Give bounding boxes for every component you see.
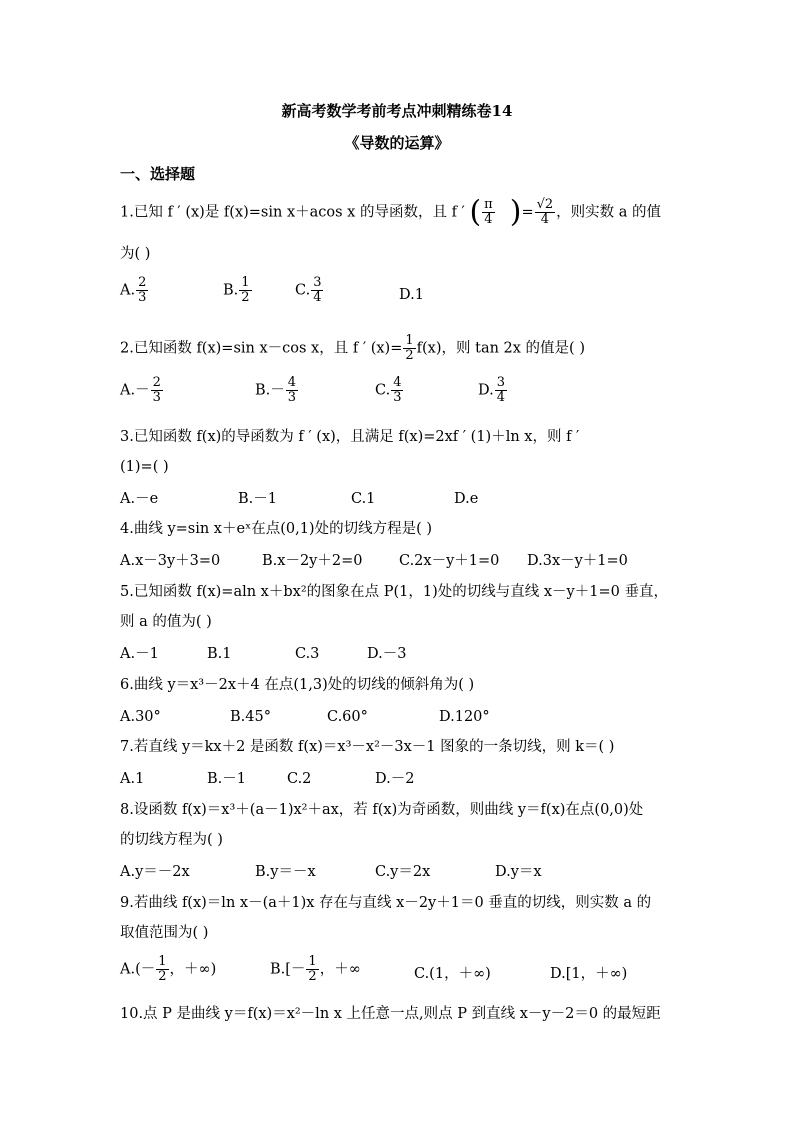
option-c: C.2 [287, 771, 312, 787]
question-2-text-end: f(x)，则 tan 2x 的值是( ) [416, 340, 585, 357]
option-c: C.2x－y＋1=0 [399, 553, 500, 569]
option-b: B.45° [230, 709, 271, 725]
option-a: A.－e [120, 491, 159, 507]
question-2-line-1 [120, 334, 585, 363]
option-a: A.y＝－2x [120, 864, 190, 880]
option-d: D.y＝x [495, 864, 542, 880]
question-5-line-1: 5.已知函数 f(x)=aln x＋bx²的图象在点 P(1，1)处的切线与直线 x－y＋1=0 垂直， [120, 584, 668, 600]
sqrt2-over-4-fraction: $\frac{√2}{4}$ [536, 197, 554, 227]
option-b: B.－ $\frac{4}{3}$ [255, 375, 297, 405]
option-d: D.－2 [375, 771, 415, 787]
question-4-line-1: 4.曲线 y=sin x＋eˣ在点(0,1)处的切线方程是( ) [120, 521, 433, 537]
option-d: D.1 [399, 287, 424, 303]
question-2-text: 2.已知函数 f(x)=sin x－cos x，且 f ′ (x)= [120, 340, 403, 357]
option-c: C.y＝2x [375, 864, 431, 880]
option-c: C.1 [351, 491, 376, 507]
option-d: D.e [454, 491, 479, 507]
question-7-line-1: 7.若直线 y＝kx＋2 是函数 f(x)＝x³－x²－3x－1 图象的一条切线，则 k＝( ) [120, 739, 615, 755]
option-d: D.3x－y＋1=0 [527, 553, 628, 569]
question-10-line-1: 10.点 P 是曲线 y＝f(x)＝x²－ln x 上任意一点,则点 P 到直线 x－y－2＝0 的最短距 [120, 1006, 661, 1022]
option-b: B.x－2y＋2=0 [262, 553, 363, 569]
option-c: C.60° [327, 709, 368, 725]
question-6-line-1: 6.曲线 y＝x³－2x＋4 在点(1,3)处的切线的倾斜角为( ) [120, 677, 475, 693]
option-c: C.3 [295, 646, 320, 662]
option-a: A.－ $\frac{2}{3}$ [120, 375, 161, 405]
section-heading: 一、选择题 [120, 165, 196, 183]
question-1-line-1 [120, 194, 662, 230]
question-3-line-1: 3.已知函数 f(x)的导函数为 f ′ (x)，且满足 f(x)=2xf ′ (1)＋ln x，则 f ′ [120, 429, 580, 445]
option-a: A.－1 [120, 646, 159, 662]
option-a: A.1 [120, 771, 145, 787]
option-d: D. $\frac{3}{4}$ [478, 375, 505, 405]
option-a: A.x－3y＋3=0 [120, 553, 221, 569]
option-a: A. $\frac{2}{3}$ [120, 275, 147, 305]
question-9-line-2: 取值范围为( ) [120, 925, 209, 941]
option-b: B.－1 [207, 771, 246, 787]
left-paren: ( [469, 194, 482, 230]
page-title: 新高考数学考前考点冲刺精练卷14 [281, 102, 513, 120]
option-b: B.[－ $\frac{1}{2}$ ，＋∞ [270, 954, 361, 984]
option-a: A.(－ $\frac{1}{2}$ ，＋∞) [120, 954, 217, 984]
question-1-text-end: ，则实数 a 的值 [556, 204, 662, 221]
question-1-line-2: 为( ) [120, 246, 151, 262]
option-c: C.(1，＋∞) [414, 966, 491, 982]
question-2-options [120, 376, 720, 416]
question-1-options [120, 276, 720, 316]
option-b: B. $\frac{1}{2}$ [223, 275, 250, 305]
question-8-line-2: 的切线方程为( ) [120, 832, 223, 848]
one-half-fraction: $\frac{1}{2}$ [405, 333, 414, 363]
pi-over-4-fraction: $\frac{\pi}{4}$ [484, 197, 493, 227]
question-9-options [120, 955, 720, 995]
option-d: D.－3 [367, 646, 407, 662]
option-c: C. $\frac{4}{3}$ [375, 375, 402, 405]
question-1-text: 1.已知 f ′ (x)是 f(x)=sin x＋acos x 的导函数，且 f ′ [120, 204, 465, 221]
question-3-line-2: (1)=( ) [120, 459, 169, 475]
right-paren: ) [509, 194, 522, 230]
equals-sign: = [521, 204, 534, 221]
page-subtitle: 《导数的运算》 [344, 134, 450, 152]
option-d: D.[1，＋∞) [550, 966, 628, 982]
question-5-line-2: 则 a 的值为( ) [120, 614, 212, 630]
option-d: D.120° [439, 709, 490, 725]
option-b: B.1 [207, 646, 232, 662]
option-c: C. $\frac{3}{4}$ [295, 275, 322, 305]
question-8-line-1: 8.设函数 f(x)＝x³＋(a－1)x²＋ax，若 f(x)为奇函数，则曲线 y＝f(x)在点(0,0)处 [120, 802, 644, 818]
option-b: B.－1 [238, 491, 277, 507]
option-b: B.y＝－x [255, 864, 316, 880]
question-9-line-1: 9.若曲线 f(x)＝ln x－(a＋1)x 存在与直线 x－2y＋1＝0 垂直的切线，则实数 a 的 [120, 895, 652, 911]
option-a: A.30° [120, 709, 161, 725]
